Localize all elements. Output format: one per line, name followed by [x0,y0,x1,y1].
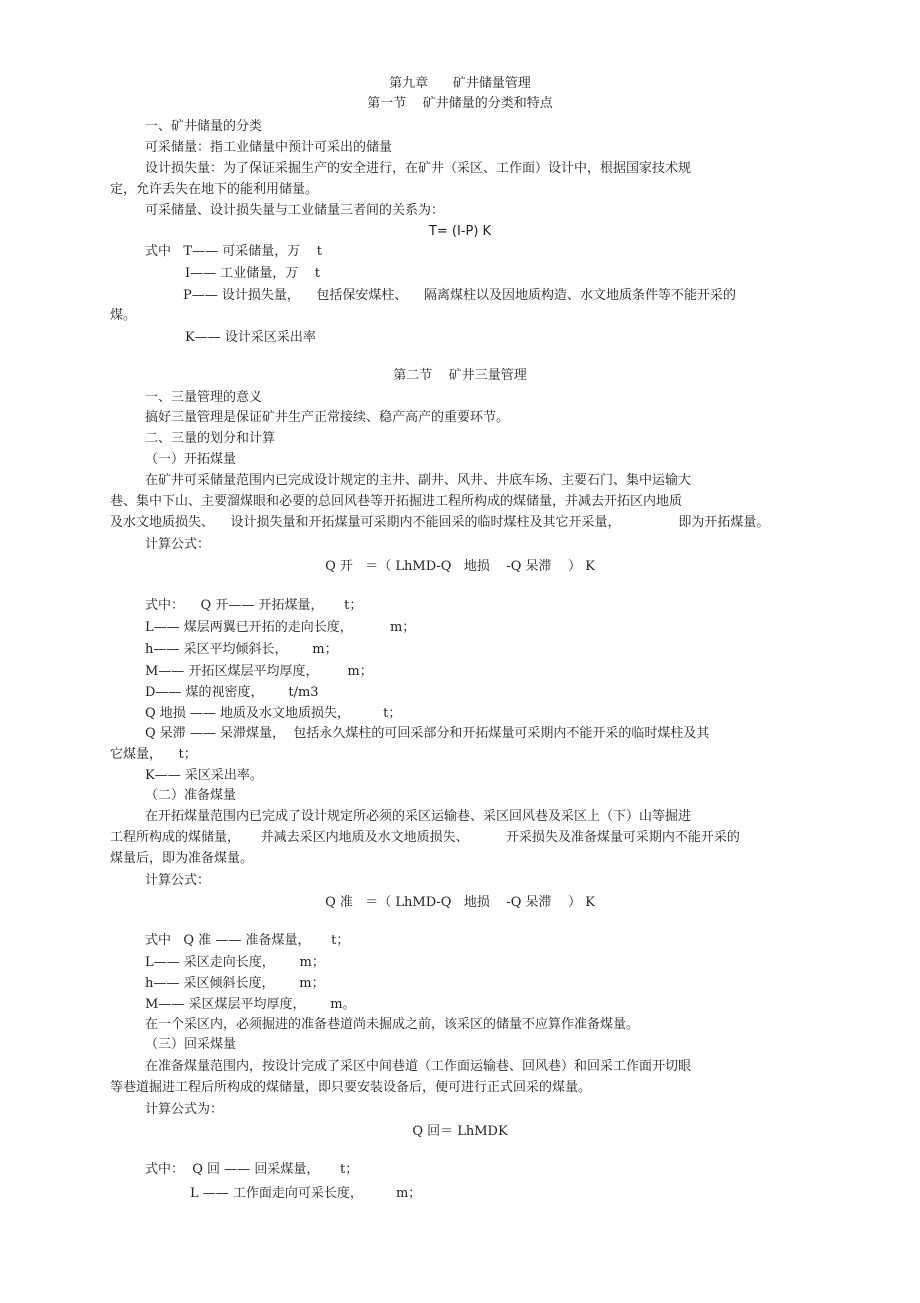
chapter-title: 第九章 矿井储量管理 [389,76,531,91]
formula-extraction: Q 回＝ LhMDK [412,1124,508,1139]
subsection-development-title: （一）开拓煤量 [145,452,237,467]
variable-line: L—— 采区走向长度， m； [145,955,325,970]
variable-I: I—— 工业储量，万 t [185,266,321,281]
variable-line: Q 地损 —— 地质及水文地质损失， t； [145,706,402,721]
paragraph-preparation-note: 在一个采区内，必须掘进的准备巷道尚未掘成之前，该采区的储量不应算作准备煤量。 [145,1017,640,1032]
formula-development: Q 开 ＝（ LhMD-Q 地损 -Q 呆滞 ） K [325,559,595,574]
paragraph-design-loss-line2: 定，允许丢失在地下的能利用储量。 [110,182,319,197]
subsection-preparation-title: （二）准备煤量 [145,788,237,803]
variable-line: L—— 煤层两翼已开拓的走向长度， m； [145,620,416,635]
variable-line: h—— 采区平均倾斜长， m； [145,642,338,657]
paragraph-meaning: 搞好三量管理是保证矿井生产正常接续、稳产高产的重要环节。 [145,410,510,425]
variable-line: Q 呆滞 —— 呆滞煤量， 包括永久煤柱的可回采部分和开拓煤量可采期内不能开采的临时煤柱及其 [145,726,710,741]
variable-line: M—— 采区煤层平均厚度， m。 [145,997,356,1012]
variable-line: D—— 煤的视密度， t/m3 [145,685,319,700]
paragraph-extraction-line2: 等巷道掘进工程后所构成的煤储量，即只要安装设备后，便可进行正式回采的煤量。 [110,1080,592,1095]
calc-label-extraction: 计算公式为： [145,1102,224,1117]
paragraph-preparation-line1: 在开拓煤量范围内已完成了设计规定所必须的采区运输巷、采区回风巷及采区上（下）山等掘进 [145,809,692,824]
variable-line: 式中 Q 准 —— 准备煤量， t； [145,933,350,948]
variable-T: 式中 T—— 可采储量，万 t [145,244,322,259]
paragraph-development-line3: 及水文地质损失、 设计损失量和开拓煤量可采期内不能回采的临时煤柱及其它开采量， 即为开拓煤量。 [110,515,770,530]
section2-heading1: 一、三量管理的意义 [145,390,263,405]
variable-line: L —— 工作面走向可采长度， m； [190,1186,422,1201]
paragraph-development-line1: 在矿井可采储量范围内已完成设计规定的主井、副井、风井、井底车场、主要石门、集中运输大 [145,473,692,488]
paragraph-relation: 可采储量、设计损失量与工业储量三者间的关系为： [145,203,445,218]
paragraph-development-line2: 巷、集中下山、主要溜煤眼和必要的总回风巷等开拓掘进工程所构成的煤储量，并减去开拓区内地质 [110,494,683,509]
variable-line: h—— 采区倾斜长度， m； [145,976,325,991]
paragraph-design-loss-line1: 设计损失量：为了保证采掘生产的安全进行，在矿井（采区、工作面）设计中，根据国家技术规 [145,161,692,176]
variable-line: 它煤量， t； [110,747,197,762]
subsection-extraction-title: （三）回采煤量 [145,1037,237,1052]
calc-label-preparation: 计算公式： [145,873,211,888]
paragraph-preparation-line3: 煤量后，即为准备煤量。 [110,851,254,866]
section1-title: 第一节 矿井储量的分类和特点 [367,96,553,111]
variable-line: K—— 采区采出率。 [145,768,263,783]
section1-heading: 一、矿井储量的分类 [145,119,263,134]
variable-P-line1: P—— 设计损失量， 包括保安煤柱、 隔离煤柱以及因地质构造、水文地质条件等不能开采的 [183,288,736,303]
variable-line: 式中： Q 开—— 开拓煤量， t； [145,598,363,613]
variable-K: K—— 设计采区采出率 [185,330,316,345]
formula-preparation: Q 准 ＝（ LhMD-Q 地损 -Q 呆滞 ） K [325,895,595,910]
formula-reserve: T= (I-P) K [428,224,492,239]
section2-title: 第二节 矿井三量管理 [393,368,527,383]
variable-line: 式中： Q 回 —— 回采煤量， t； [145,1162,359,1177]
paragraph-preparation-line2: 工程所构成的煤储量， 并减去采区内地质及水文地质损失、 开采损失及准备煤量可采期内不能开采的 [110,830,740,845]
variable-P-line2: 煤。 [110,308,137,323]
calc-label-development: 计算公式： [145,537,211,552]
paragraph-recoverable-reserve: 可采储量：指工业储量中预计可采出的储量 [145,140,393,155]
variable-line: M—— 开拓区煤层平均厚度， m； [145,664,373,679]
section2-heading2: 二、三量的划分和计算 [145,431,276,446]
paragraph-extraction-line1: 在准备煤量范围内，按设计完成了采区中间巷道（工作面运输巷、回风巷）和回采工作面开切眼 [145,1059,692,1074]
